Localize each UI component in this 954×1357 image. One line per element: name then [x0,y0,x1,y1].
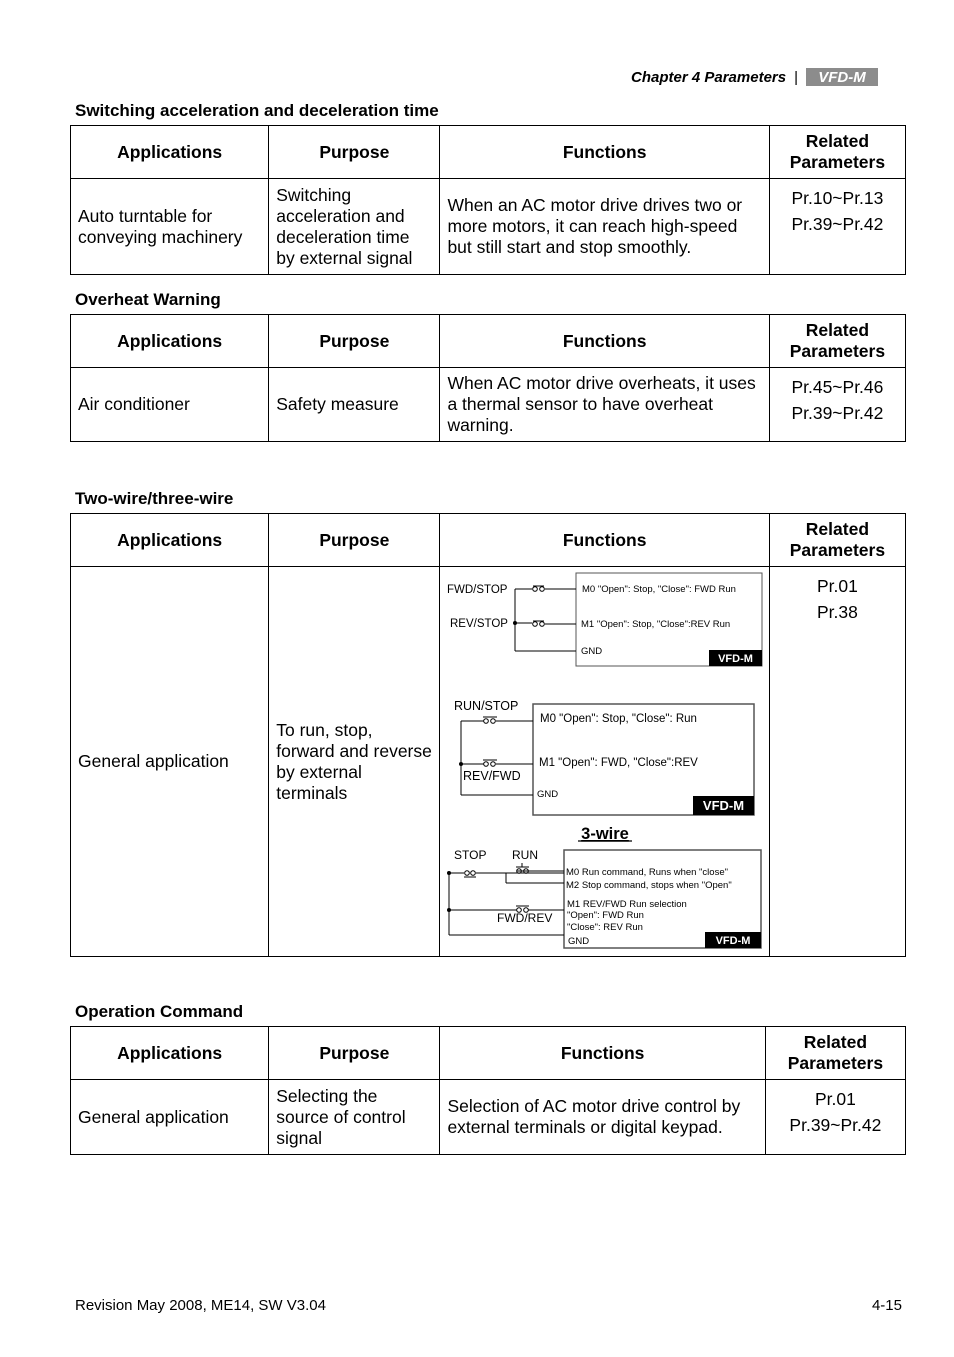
section-title-operation-command: Operation Command [75,1002,244,1021]
cell-purpose: Selecting the source of control signal [269,1080,440,1155]
table-row [71,368,906,442]
table-row [71,1080,906,1155]
related-param: Pr.39~Pr.42 [791,403,884,423]
cell-functions: When AC motor drive overheats, it uses a thermal sensor to have overheat warning. [440,368,769,442]
table-row [71,179,906,275]
page-header [631,68,878,86]
gnd-label: GND [581,646,603,657]
three-wire-heading: 3-wire [581,825,630,843]
related-param: Pr.01 [816,576,858,596]
cell-application: General application [71,1080,269,1155]
gnd-label: GND [537,789,559,800]
junction-dot [447,871,451,875]
table-switching [70,125,906,275]
col-functions: Functions [440,514,769,567]
related-param: Pr.39~Pr.42 [791,214,884,234]
table-row [71,567,906,957]
col-purpose: Purpose [269,126,440,179]
table-overheat [70,314,906,442]
stop-label: STOP [454,848,487,862]
cell-related [769,179,905,275]
cell-purpose: Safety measure [269,368,440,442]
junction-dot [513,621,517,625]
table-two-three-wire [70,513,906,957]
vfd-m-badge-text: VFD-M [703,798,745,813]
chapter-title: Chapter 4 Parameters [631,68,787,86]
cell-functions: Selection of AC motor drive control by external terminals or digital keypad. [440,1080,765,1155]
col-functions: Functions [440,1027,765,1080]
cell-related [769,567,905,957]
related-param: Pr.38 [816,602,858,622]
table-header-row [71,126,906,179]
col-functions: Functions [440,315,769,368]
col-applications: Applications [71,126,269,179]
header-separator: | [794,68,798,86]
junction-dot [447,908,451,912]
terminal-m1-text: M1 "Open": Stop, "Close":REV Run [581,619,731,630]
cell-purpose: To run, stop, forward and reverse by external terminals [269,567,440,957]
terminal-m0-text: M0 "Open": Stop, "Close": FWD Run [582,584,737,595]
col-purpose: Purpose [269,514,440,567]
terminal-m1-text: M1 "Open": FWD, "Close":REV [539,757,699,769]
col-applications: Applications [71,514,269,567]
cell-related [765,1080,905,1155]
vfd-m-badge-text: VFD-M [718,653,754,665]
svg-text:VFD-M: VFD-M [818,69,866,86]
cell-purpose: Switching acceleration and deceleration time by external signal [269,179,440,275]
table-header-row [71,1027,906,1080]
wiring-diagram [440,567,769,956]
col-related: Related Parameters [769,315,905,368]
section-title-two-three-wire: Two-wire/three-wire [75,489,234,508]
cell-application: General application [71,567,269,957]
terminal-m2-text: M2 Stop command, stops when "Open" [566,880,733,891]
run-stop-label: RUN/STOP [454,699,519,713]
junction-dot [459,762,463,766]
table-header-row [71,514,906,567]
terminal-m0-text: M0 "Open": Stop, "Close": Run [540,713,698,725]
vfd-m-logo [806,68,878,86]
run-label: RUN [512,848,539,862]
terminal-m0-text: M0 Run command, Runs when "close" [566,867,729,878]
related-param: Pr.45~Pr.46 [791,377,884,397]
close-rev-text: "Close": REV Run [567,922,644,933]
wiring-diagram-cell [440,567,769,957]
fwd-rev-label: FWD/REV [497,911,553,925]
col-related: Related Parameters [769,126,905,179]
fwd-stop-label: FWD/STOP [447,584,508,596]
table-operation-command [70,1026,906,1155]
rev-stop-label: REV/STOP [450,618,509,630]
cell-related [769,368,905,442]
section-title-overheat: Overheat Warning [75,290,221,309]
col-related: Related Parameters [769,514,905,567]
open-fwd-text: "Open": FWD Run [567,910,645,921]
page-number: 4-15 [871,1297,902,1314]
col-related: Related Parameters [765,1027,905,1080]
col-functions: Functions [440,126,769,179]
col-applications: Applications [71,315,269,368]
table-header-row [71,315,906,368]
related-param: Pr.01 [814,1089,856,1109]
cell-application: Auto turntable for conveying machinery [71,179,269,275]
footer-revision: Revision May 2008, ME14, SW V3.04 [75,1297,326,1314]
rev-fwd-label: REV/FWD [463,769,522,783]
vfd-m-badge-text: VFD-M [716,935,751,947]
terminal-m1-text: M1 REV/FWD Run selection [567,899,688,910]
cell-application: Air conditioner [71,368,269,442]
related-param: Pr.39~Pr.42 [789,1115,882,1135]
col-purpose: Purpose [269,315,440,368]
col-purpose: Purpose [269,1027,440,1080]
gnd-label: GND [568,936,590,947]
col-applications: Applications [71,1027,269,1080]
related-param: Pr.10~Pr.13 [791,188,884,208]
section-title-switching: Switching acceleration and deceleration time [75,101,439,120]
cell-functions: When an AC motor drive drives two or more motors, it can reach high-speed but still start and stop smoothly. [440,179,769,275]
